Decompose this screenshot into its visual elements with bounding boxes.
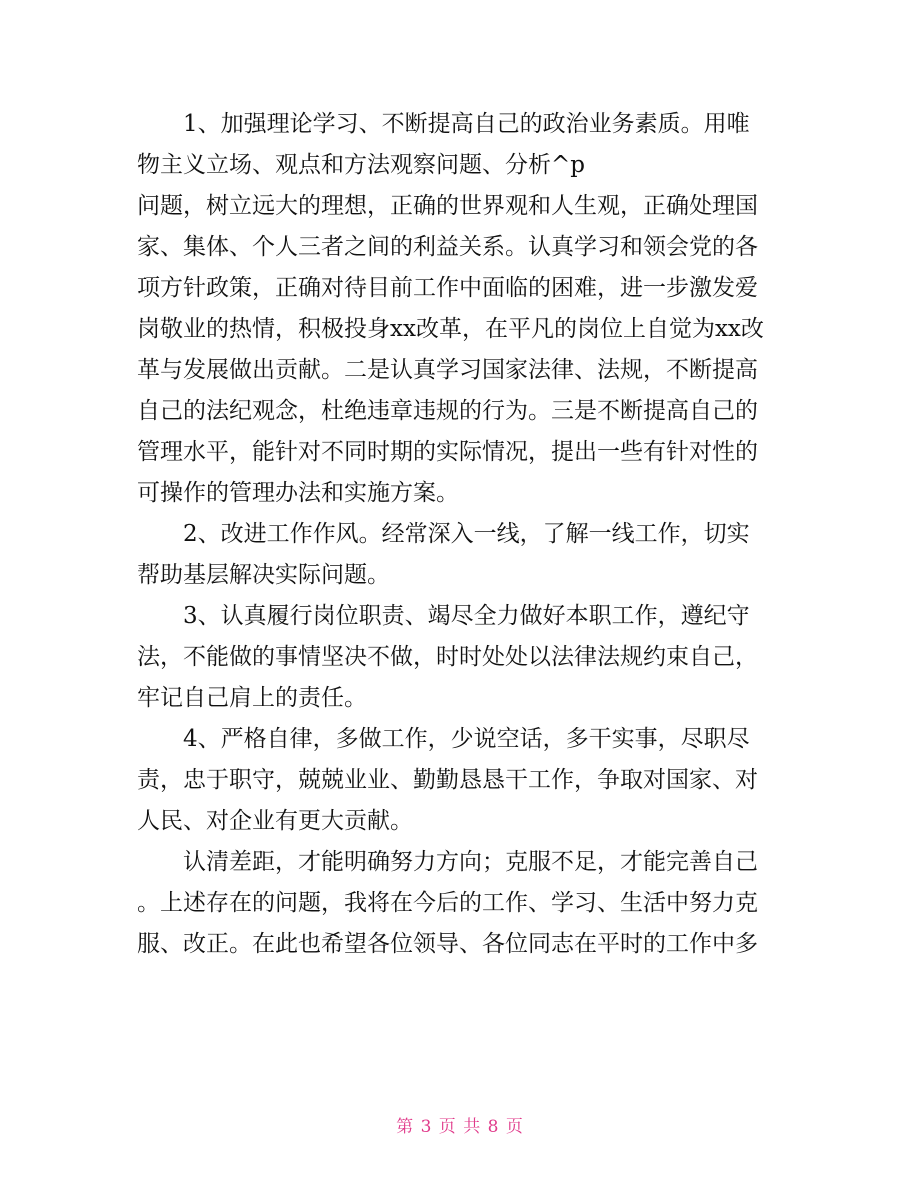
text-line: 牢记自己肩上的责任。 xyxy=(137,685,367,711)
text-line: 法，不能做的事情坚决不做，时时处处以法律法规约束自己， xyxy=(137,644,758,670)
text-line: 革与发展做出贡献。二是认真学习国家法律、法规，不断提高 xyxy=(137,357,758,383)
text-line: 3、认真履行岗位职责、竭尽全力做好本职工作，遵纪守 xyxy=(183,603,750,629)
text-line: 服、改正。在此也希望各位领导、各位同志在平时的工作中多 xyxy=(137,931,758,957)
text-line: 帮助基层解决实际问题。 xyxy=(137,562,390,588)
text-line: 项方针政策，正确对待目前工作中面临的困难，进一步激发爱 xyxy=(137,275,758,301)
text-line: 自己的法纪观念，杜绝违章违规的行为。三是不断提高自己的 xyxy=(137,398,758,424)
text-line: 认清差距，才能明确努力方向；克服不足，才能完善自己 xyxy=(183,849,758,875)
text-line: 1、加强理论学习、不断提高自己的政治业务素质。用唯 xyxy=(183,111,750,137)
text-line: 问题，树立远大的理想，正确的世界观和人生观，正确处理国 xyxy=(137,193,758,219)
text-line: 可操作的管理办法和实施方案。 xyxy=(137,480,459,506)
text-line: 人民、对企业有更大贡献。 xyxy=(137,808,413,834)
paragraph-4 xyxy=(137,719,787,842)
document-body xyxy=(137,104,787,965)
text-line: 责，忠于职守，兢兢业业、勤勤恳恳干工作，争取对国家、对 xyxy=(137,767,758,793)
page-number-footer: 第 3 页 共 8 页 xyxy=(396,1117,524,1137)
text-line: 4、严格自律，多做工作，少说空话，多干实事，尽职尽 xyxy=(183,726,750,752)
text-line: 岗敬业的热情，积极投身xx改革，在平凡的岗位上自觉为xx改 xyxy=(137,316,764,342)
paragraph-2 xyxy=(137,514,787,596)
paragraph-3 xyxy=(137,596,787,719)
paragraph-1 xyxy=(137,104,787,514)
text-line: 。上述存在的问题，我将在今后的工作、学习、生活中努力克 xyxy=(137,890,758,916)
paragraph-5 xyxy=(137,842,787,965)
text-line: 管理水平，能针对不同时期的实际情况，提出一些有针对性的 xyxy=(137,439,758,465)
text-line: 2、改进工作作风。经常深入一线，了解一线工作，切实 xyxy=(183,521,750,547)
text-line: 物主义立场、观点和方法观察问题、分析^p xyxy=(137,152,585,178)
text-line: 家、集体、个人三者之间的利益关系。认真学习和领会党的各 xyxy=(137,234,758,260)
